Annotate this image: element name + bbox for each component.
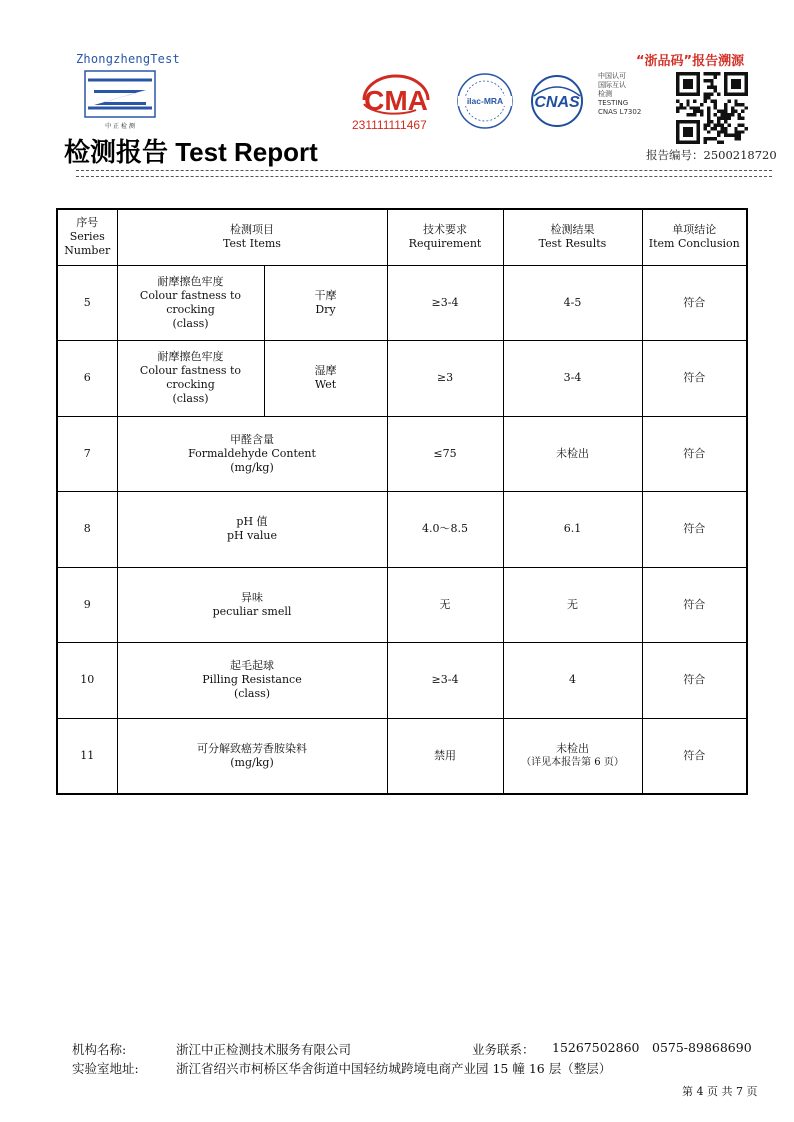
cell-result: 4-5 [503, 265, 642, 341]
cell-test-subitem: 干摩 Dry [264, 265, 387, 341]
result-note: （详见本报告第 6 页） [521, 756, 624, 768]
cnas-logo [524, 74, 590, 128]
logo-caption: 中 正 检 测 [105, 123, 135, 130]
cnas-label: CNAS [534, 94, 580, 111]
phone-mobile[interactable]: 15267502860 [552, 1040, 640, 1055]
cnas-accreditation-text [598, 72, 641, 117]
cell-number: 5 [57, 265, 117, 341]
cell-conclusion: 符合 [642, 341, 747, 417]
cell-number: 8 [57, 492, 117, 568]
cell-requirement: 4.0～8.5 [387, 492, 503, 568]
table-row [57, 718, 747, 794]
table-row [57, 416, 747, 492]
cnas-line: 检测 [598, 90, 612, 98]
header-divider [76, 170, 772, 177]
zpm-slogan: “浙品码”报告溯源 [636, 54, 745, 69]
contact-label: 业务联系： [472, 1042, 535, 1057]
col-header-conclusion: 单项结论 Item Conclusion [642, 209, 747, 265]
cma-number: 231111111467 [352, 118, 427, 132]
cnas-line: TESTING [598, 99, 629, 107]
cell-result: 无 [503, 567, 642, 643]
cnas-line: CNAS L7302 [598, 108, 642, 116]
test-results-table [56, 208, 748, 795]
cell-conclusion: 符合 [642, 265, 747, 341]
table-row [57, 341, 747, 417]
address-value: 浙江省绍兴市柯桥区华舍街道中国轻纺城跨境电商产业园 15 幢 16 层（整层） [176, 1061, 612, 1076]
table-row [57, 265, 747, 341]
phone-landline[interactable]: 0575-89868690 [652, 1040, 752, 1055]
table-row [57, 643, 747, 719]
qr-code[interactable] [676, 72, 748, 144]
col-header-results: 检测结果 Test Results [503, 209, 642, 265]
cell-test-item: 耐摩擦色牢度 Colour fastness to crocking (class) [117, 265, 264, 341]
cell-conclusion: 符合 [642, 492, 747, 568]
cell-test-item: 耐摩擦色牢度 Colour fastness to crocking (class) [117, 341, 264, 417]
cell-conclusion: 符合 [642, 416, 747, 492]
cma-label: CMA [364, 85, 428, 116]
address-label: 实验室地址: [72, 1061, 139, 1076]
cell-requirement: ≥3-4 [387, 643, 503, 719]
cell-number: 7 [57, 416, 117, 492]
cnas-line: 国际互认 [598, 81, 626, 89]
cell-test-item: pH 值 pH value [117, 492, 387, 568]
report-title: 检测报告 Test Report [64, 137, 318, 167]
cell-result: 未检出 [503, 416, 642, 492]
cell-conclusion: 符合 [642, 718, 747, 794]
page-number: 第 4 页 共 7 页 [682, 1085, 758, 1098]
col-header-test-items: 检测项目 Test Items [117, 209, 387, 265]
ilac-mra-logo [456, 72, 514, 130]
cell-requirement: ≤75 [387, 416, 503, 492]
ilac-label: ilac-MRA [466, 96, 504, 106]
result-value: 未检出 [556, 741, 589, 755]
cell-test-item: 可分解致癌芳香胺染料 (mg/kg) [117, 718, 387, 794]
cell-test-item: 异味 peculiar smell [117, 567, 387, 643]
cell-requirement: ≥3 [387, 341, 503, 417]
cell-test-subitem: 湿摩 Wet [264, 341, 387, 417]
table-row [57, 492, 747, 568]
org-name: 浙江中正检测技术服务有限公司 [176, 1042, 352, 1057]
cell-test-item: 起毛起球 Pilling Resistance (class) [117, 643, 387, 719]
cell-number: 6 [57, 341, 117, 417]
cell-result: 3-4 [503, 341, 642, 417]
cell-result [503, 718, 642, 794]
report-number: 报告编号：2500218720 [646, 148, 777, 162]
cell-requirement: ≥3-4 [387, 265, 503, 341]
cell-result: 6.1 [503, 492, 642, 568]
cnas-line: 中国认可 [598, 72, 626, 80]
cell-test-item: 甲醛含量 Formaldehyde Content (mg/kg) [117, 416, 387, 492]
cell-conclusion: 符合 [642, 567, 747, 643]
table-header-row [57, 209, 747, 265]
cell-requirement: 禁用 [387, 718, 503, 794]
company-logo [84, 70, 156, 132]
cell-conclusion: 符合 [642, 643, 747, 719]
cell-number: 11 [57, 718, 117, 794]
col-header-number: 序号 Series Number [57, 209, 117, 265]
cell-number: 10 [57, 643, 117, 719]
table-row [57, 567, 747, 643]
org-label: 机构名称: [72, 1042, 127, 1057]
cell-number: 9 [57, 567, 117, 643]
cell-requirement: 无 [387, 567, 503, 643]
col-header-requirement: 技术要求 Requirement [387, 209, 503, 265]
cell-result: 4 [503, 643, 642, 719]
brand-name: ZhongzhengTest [76, 52, 180, 66]
